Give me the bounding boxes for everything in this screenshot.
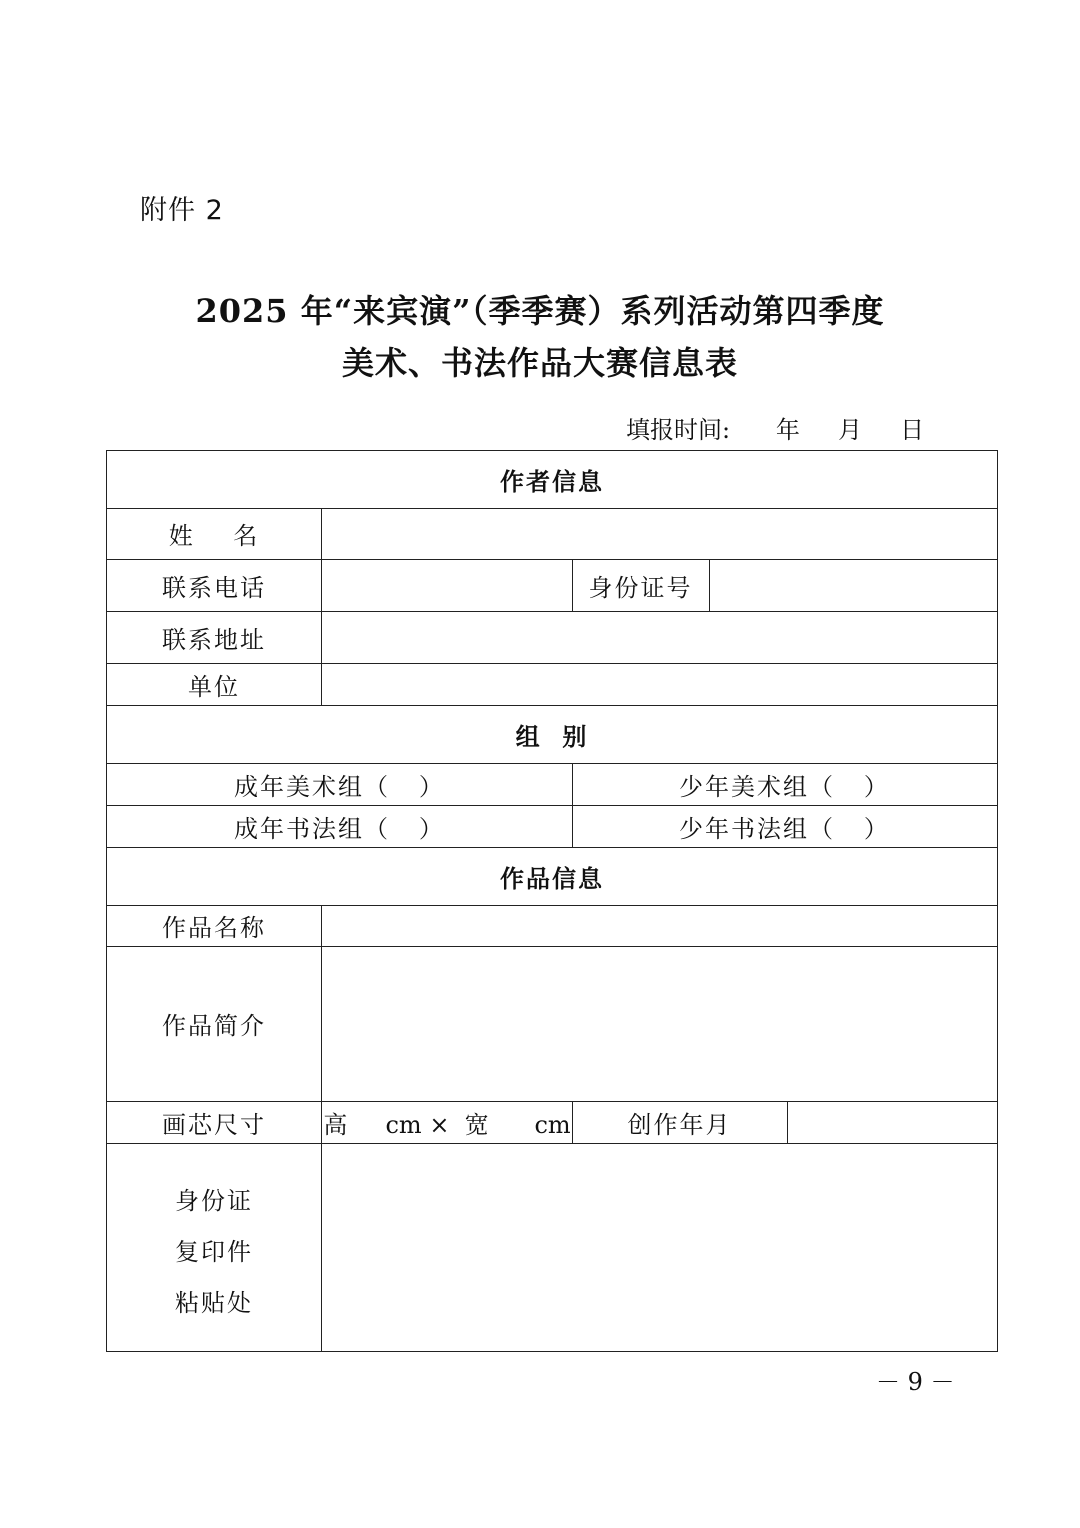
unit-input-cell[interactable] — [322, 664, 997, 705]
document-title-line1: 2025 年“来宾演”（季季赛）系列活动第四季度 — [195, 292, 885, 330]
creation-date-label: 创作年月 — [627, 1110, 732, 1139]
group-option-youth-art[interactable]: 少年美术组（ ） — [679, 772, 890, 801]
id-copy-paste-area[interactable] — [322, 1144, 997, 1351]
name-label: 姓 名 — [168, 522, 260, 550]
id-number-input-cell[interactable] — [710, 560, 997, 611]
work-intro-label: 作品简介 — [162, 1012, 266, 1040]
group-option-youth-calligraphy[interactable]: 少年书法组（ ） — [679, 814, 890, 843]
size-label: 画芯尺寸 — [162, 1110, 266, 1139]
document-title-line2: 美术、书法作品大赛信息表 — [341, 344, 738, 382]
work-info-section-header: 作品信息 — [500, 863, 604, 893]
work-name-input-cell[interactable] — [322, 906, 997, 946]
unit-label: 单位 — [188, 672, 240, 701]
id-copy-paste-label — [107, 1143, 321, 1353]
id-copy-line-1: 身份证 — [175, 1186, 253, 1215]
group-option-adult-calligraphy[interactable]: 成年书法组（ ） — [234, 814, 445, 843]
info-form-table — [106, 450, 998, 1352]
address-input-cell[interactable] — [322, 612, 997, 663]
group-section-header: 组 别 — [515, 721, 589, 751]
fill-time: 填报时间: 年 月 日 — [626, 416, 925, 444]
size-value-cell[interactable]: 高 cm × 宽 cm — [323, 1110, 571, 1139]
creation-date-input-cell[interactable] — [788, 1102, 997, 1143]
id-number-label: 身份证号 — [588, 573, 693, 602]
work-name-label: 作品名称 — [162, 914, 266, 942]
name-input-cell[interactable] — [322, 509, 997, 559]
phone-input-cell[interactable] — [322, 560, 572, 611]
id-copy-line-2: 复印件 — [175, 1237, 253, 1266]
group-option-adult-art[interactable]: 成年美术组（ ） — [234, 772, 445, 801]
author-info-section-header: 作者信息 — [500, 467, 604, 496]
phone-label: 联系电话 — [162, 573, 266, 602]
work-intro-input-cell[interactable] — [322, 947, 997, 1101]
page-number: － 9 － — [876, 1368, 955, 1396]
address-label: 联系地址 — [162, 625, 266, 654]
attachment-label: 附件 2 — [140, 195, 224, 226]
id-copy-line-3: 粘贴处 — [175, 1288, 253, 1317]
